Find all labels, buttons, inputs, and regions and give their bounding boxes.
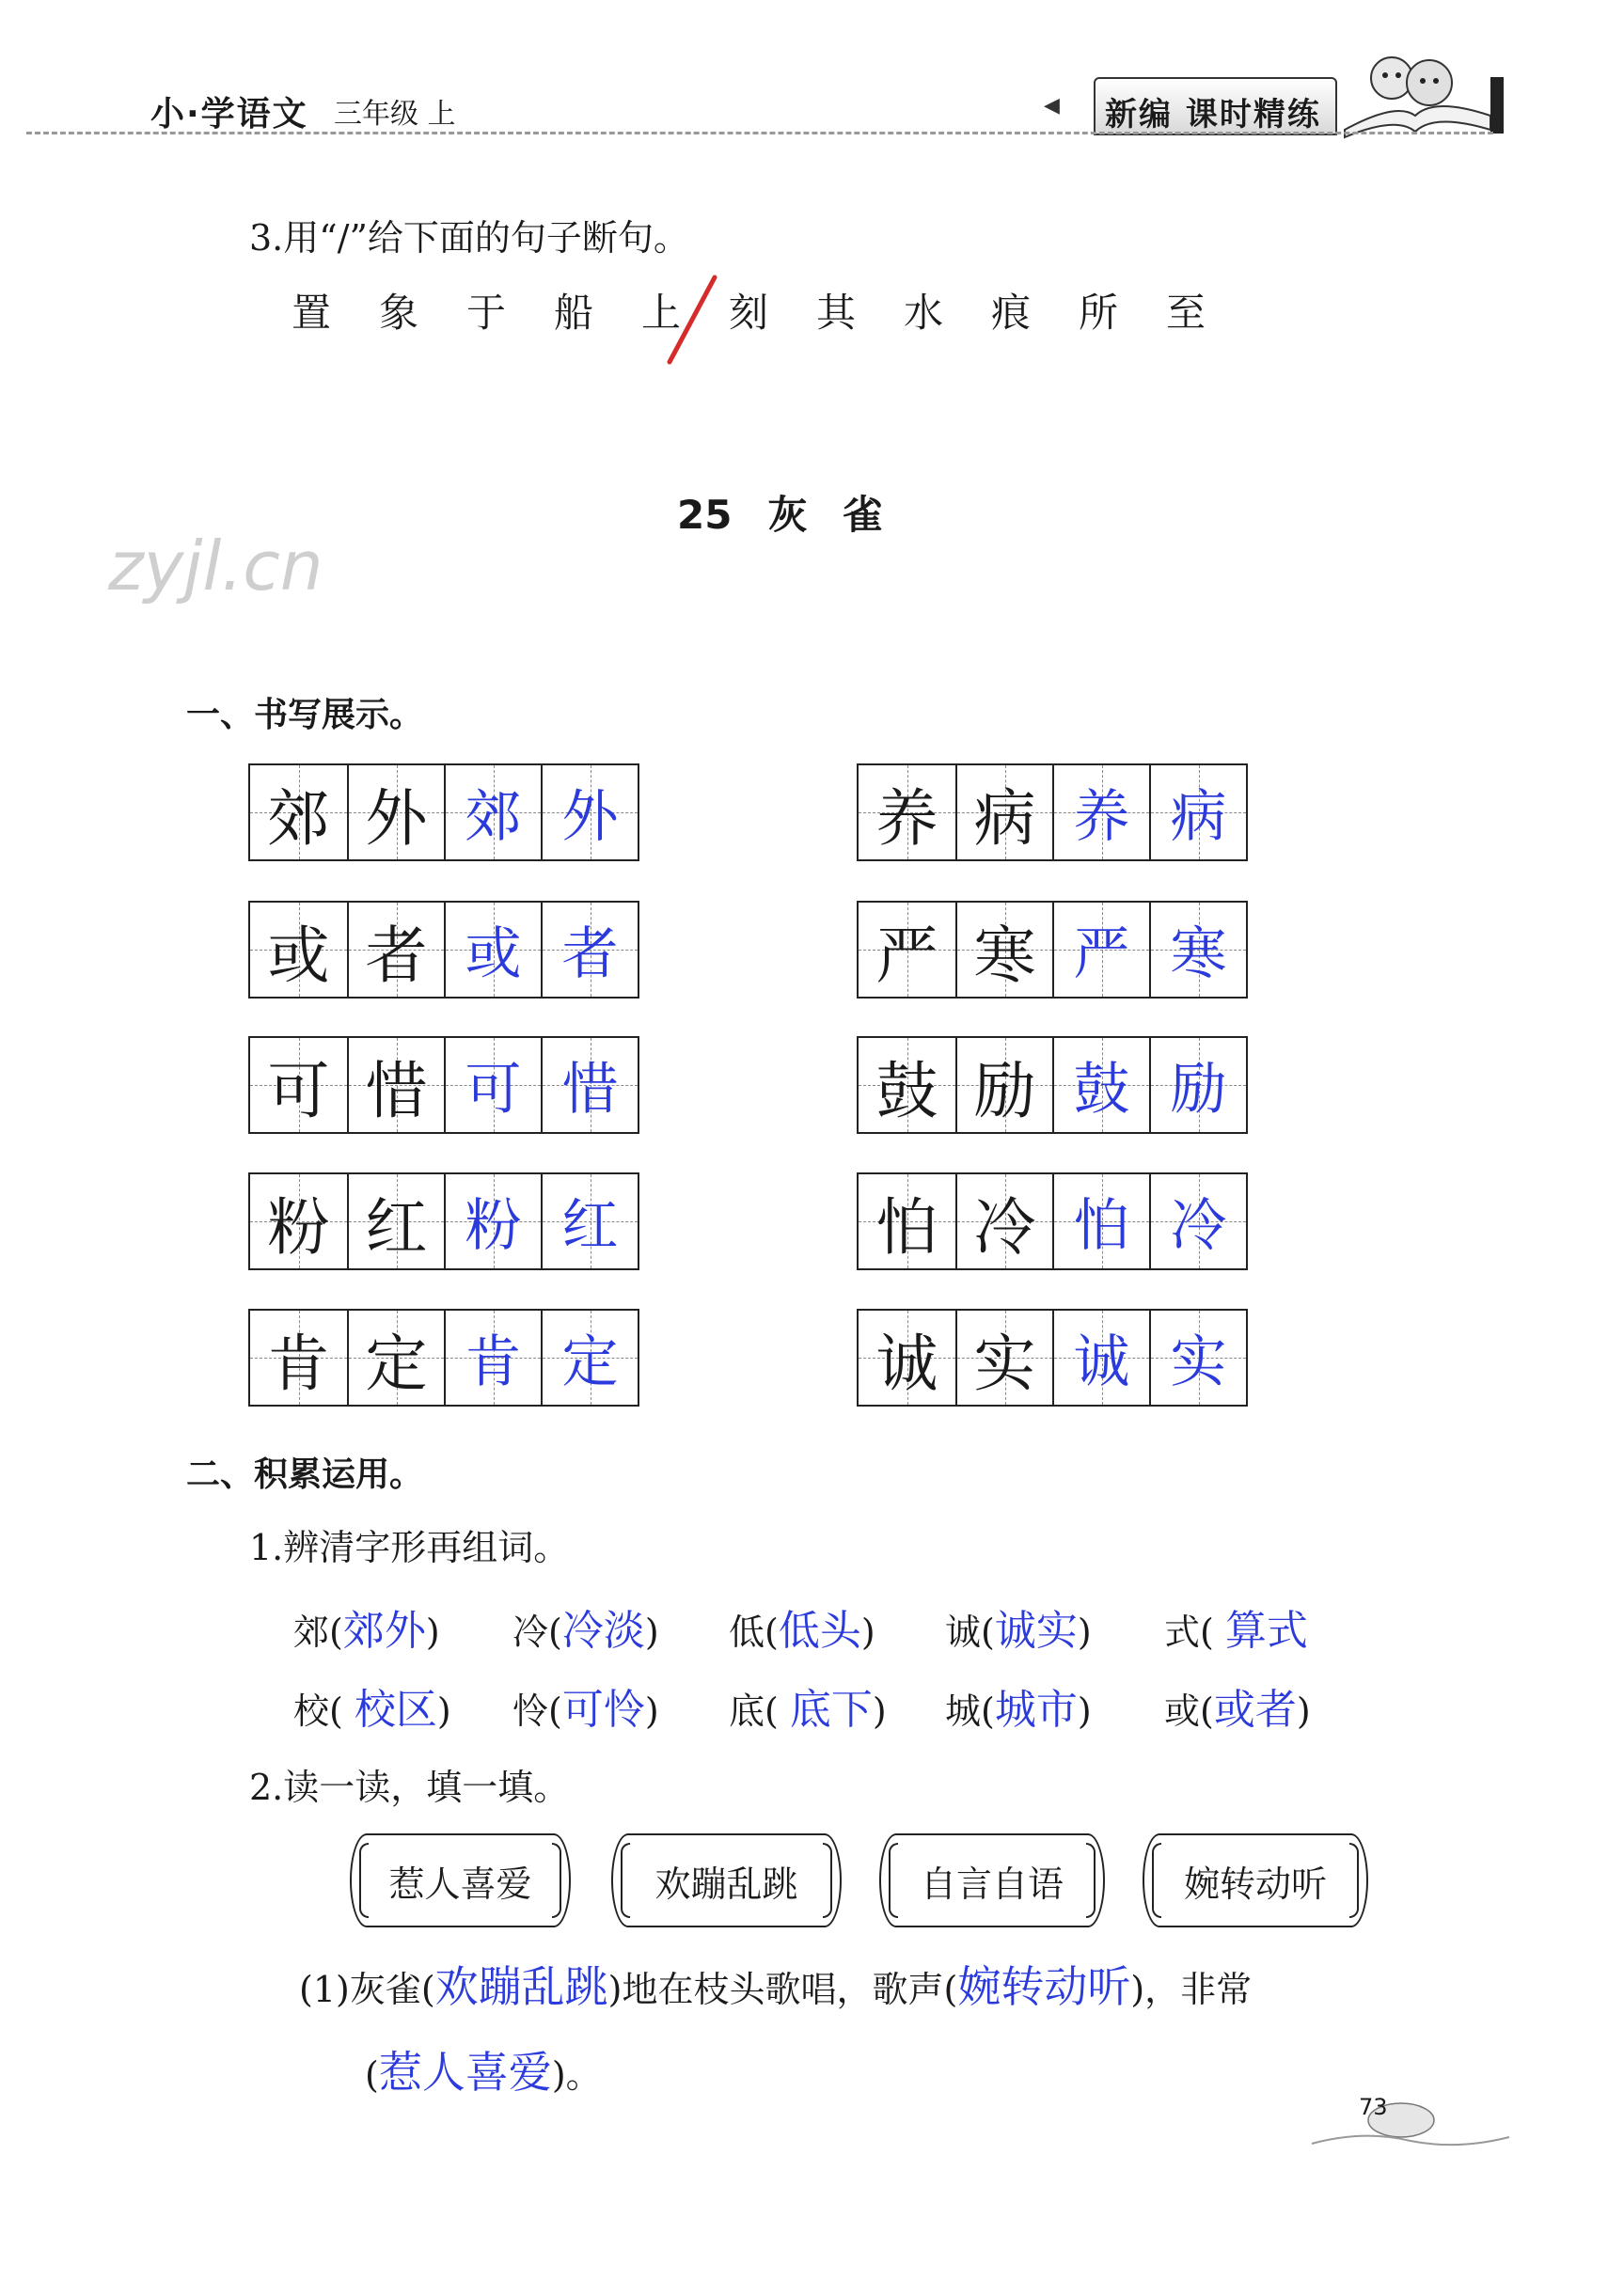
- sentence-char: 其: [816, 290, 857, 336]
- writing-grid: [248, 1036, 639, 1134]
- writing-grid: [857, 901, 1248, 999]
- word-pair: 式( 算式: [1164, 1607, 1308, 1655]
- idiom-box: 欢蹦乱跳: [611, 1833, 842, 1927]
- grid-char: 怕: [875, 1190, 938, 1264]
- grid-char: 外: [365, 781, 428, 855]
- word-pair: 怜(可怜): [512, 1686, 659, 1734]
- grid-char: 严: [875, 919, 938, 992]
- grid-handwritten-char: 养: [1073, 784, 1130, 850]
- idiom-box: 惹人喜爱: [350, 1833, 571, 1927]
- section2-heading: 二、积累运用。: [186, 1455, 424, 1494]
- writing-grid: [857, 1172, 1248, 1270]
- answer: 惹人喜爱: [378, 2047, 552, 2098]
- sentence-char: 至: [1166, 290, 1206, 336]
- grid-char: 病: [973, 781, 1036, 855]
- writing-grid: [248, 1172, 639, 1270]
- word-pair: 诚(诚实): [945, 1607, 1092, 1655]
- sentence-char: 上: [641, 290, 682, 336]
- grid-char: 定: [365, 1327, 428, 1400]
- grid-handwritten-char: 病: [1170, 784, 1227, 850]
- answer: 婉转动听: [957, 1961, 1131, 2012]
- idiom-box: 自言自语: [879, 1833, 1105, 1927]
- slash-mark: [658, 273, 724, 367]
- sentence-char: 所: [1079, 290, 1119, 336]
- word-pair: 冷(冷淡): [512, 1607, 659, 1655]
- word-pair: 低(低头): [729, 1607, 875, 1655]
- header-series: 新编 课时精练: [1105, 96, 1321, 134]
- page-number: 73: [1359, 2094, 1388, 2120]
- writing-grid: [857, 1309, 1248, 1407]
- word-pair: 郊(郊外): [293, 1607, 440, 1655]
- grid-char: 寒: [973, 919, 1036, 992]
- grid-handwritten-char: 者: [561, 921, 619, 987]
- grid-char: 惜: [365, 1054, 428, 1127]
- watermark: zyjl.cn: [108, 527, 323, 605]
- answer: 校区: [354, 1686, 437, 1734]
- sentence-char: 痕: [991, 290, 1032, 336]
- lesson-title-char: 雀: [843, 492, 883, 538]
- grid-handwritten-char: 外: [561, 784, 619, 850]
- answer: 城市: [994, 1686, 1078, 1734]
- header-divider: [26, 132, 1493, 134]
- header-grade: 三年级 上: [334, 98, 456, 131]
- header-bar: [1490, 77, 1504, 134]
- writing-grid: [857, 763, 1248, 861]
- sentence-char: 水: [904, 290, 944, 336]
- writing-grid: [248, 763, 639, 861]
- answer: 算式: [1224, 1607, 1308, 1655]
- grid-char: 可: [267, 1054, 330, 1127]
- grid-handwritten-char: 怕: [1073, 1193, 1130, 1259]
- grid-char: 或: [267, 919, 330, 992]
- q1-prompt: 1.辨清字形再组词。: [249, 1527, 570, 1568]
- grid-handwritten-char: 寒: [1170, 921, 1227, 987]
- grid-handwritten-char: 实: [1170, 1329, 1227, 1395]
- grid-handwritten-char: 惜: [561, 1057, 619, 1123]
- grid-handwritten-char: 冷: [1170, 1193, 1227, 1259]
- grid-char: 粉: [267, 1190, 330, 1264]
- grid-handwritten-char: 鼓: [1073, 1057, 1130, 1123]
- answer: 或者: [1213, 1686, 1297, 1734]
- answer: 低头: [778, 1607, 861, 1655]
- grid-handwritten-char: 严: [1073, 921, 1130, 987]
- grid-char: 实: [973, 1327, 1036, 1400]
- sentence-char: 象: [379, 290, 419, 336]
- grid-handwritten-char: 可: [465, 1057, 522, 1123]
- answer: 诚实: [994, 1607, 1078, 1655]
- word-pair: 或(或者): [1164, 1686, 1311, 1734]
- grid-handwritten-char: 粉: [465, 1193, 522, 1259]
- grid-char: 鼓: [875, 1054, 938, 1127]
- lesson-title: [677, 484, 918, 541]
- grid-char: 红: [365, 1190, 428, 1264]
- grid-handwritten-char: 定: [561, 1329, 619, 1395]
- grid-handwritten-char: 或: [465, 921, 522, 987]
- grid-handwritten-char: 励: [1170, 1057, 1227, 1123]
- page-number-decoration: [1307, 2101, 1514, 2158]
- answer: 郊外: [342, 1607, 426, 1655]
- answer: 底下: [789, 1686, 873, 1734]
- grid-handwritten-char: 肯: [465, 1329, 522, 1395]
- sentence-char: 船: [554, 290, 594, 336]
- grid-char: 冷: [973, 1190, 1036, 1264]
- answer: 冷淡: [561, 1607, 645, 1655]
- grid-handwritten-char: 郊: [465, 784, 522, 850]
- q3-prompt: 3.用“/”给下面的句子断句。: [249, 217, 689, 259]
- grid-char: 诚: [875, 1327, 938, 1400]
- word-pair: 城(城市): [945, 1686, 1092, 1734]
- header-subject: 小·学语文: [150, 95, 308, 134]
- idiom-box: 婉转动听: [1143, 1833, 1368, 1927]
- writing-grid: [248, 901, 639, 999]
- fill-sentence-line1: (1)灰雀(欢蹦乱跳)地在枝头歌唱，歌声(婉转动听)，非常: [299, 1961, 1253, 2012]
- sentence-char: 于: [466, 290, 507, 336]
- word-pair: 校( 校区): [293, 1686, 451, 1734]
- writing-grid: [857, 1036, 1248, 1134]
- writing-grid: [248, 1309, 639, 1407]
- word-pair: 底( 底下): [729, 1686, 887, 1734]
- grid-handwritten-char: 诚: [1073, 1329, 1130, 1395]
- lesson-title-char: 灰: [767, 492, 808, 538]
- book-mascot-icon: [1340, 45, 1495, 139]
- grid-char: 养: [875, 781, 938, 855]
- grid-char: 励: [973, 1054, 1036, 1127]
- header-arrow-icon: ◀: [1044, 94, 1060, 118]
- q3-sentence: [292, 282, 1253, 338]
- section1-heading: 一、书写展示。: [186, 696, 424, 734]
- sentence-char: 刻: [729, 290, 769, 336]
- fill-sentence-line2: (惹人喜爱)。: [365, 2047, 602, 2098]
- answer: 可怜: [561, 1686, 645, 1734]
- grid-char: 者: [365, 919, 428, 992]
- lesson-number: 25: [677, 492, 733, 538]
- q2-prompt: 2.读一读，填一填。: [249, 1767, 570, 1808]
- grid-char: 郊: [267, 781, 330, 855]
- sentence-char: 置: [292, 290, 332, 336]
- grid-char: 肯: [267, 1327, 330, 1400]
- grid-handwritten-char: 红: [561, 1193, 619, 1259]
- answer: 欢蹦乱跳: [434, 1961, 608, 2012]
